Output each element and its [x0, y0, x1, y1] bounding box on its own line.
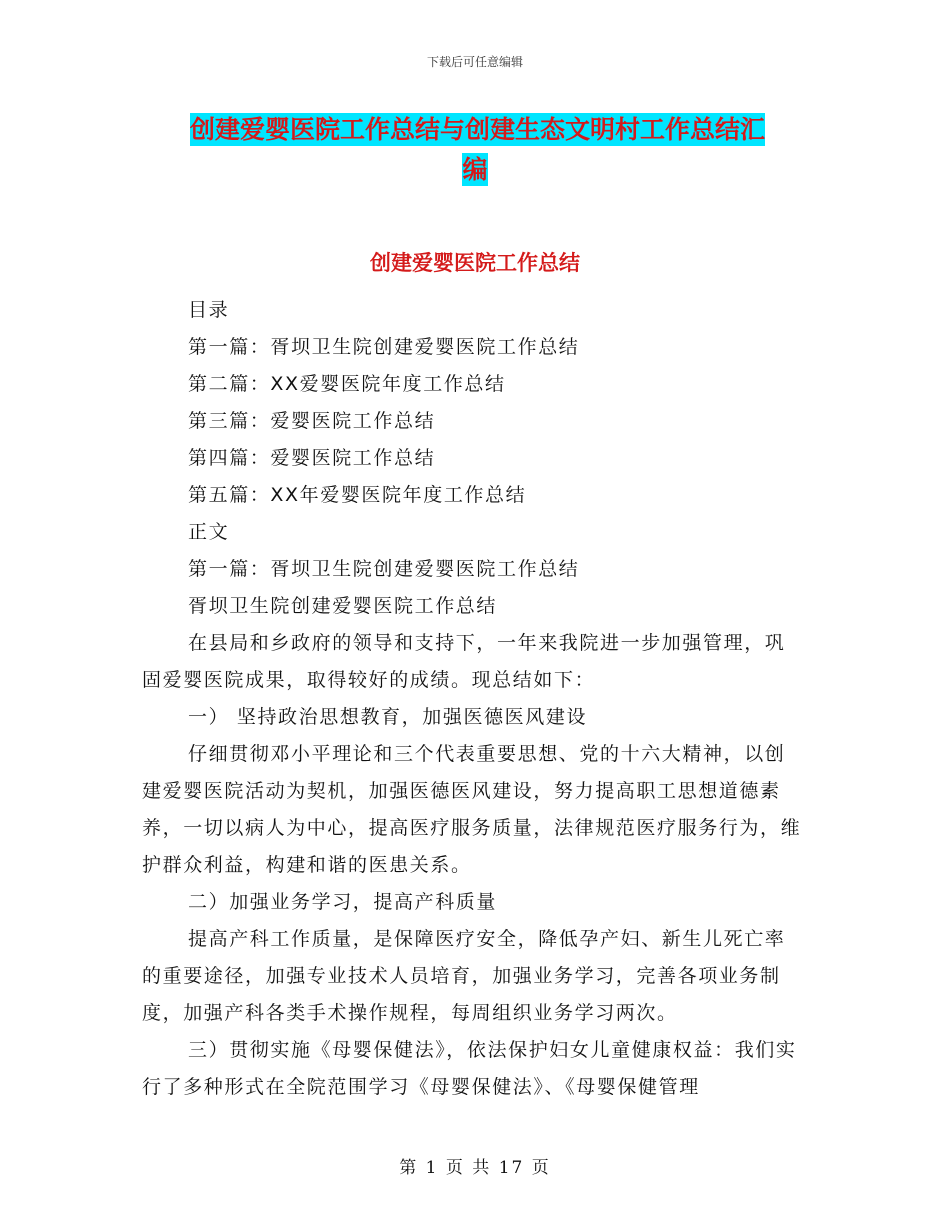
- section-heading: 一） 坚持政治思想教育，加强医德医风建设: [188, 706, 588, 728]
- toc-item: 第三篇：爱婴医院工作总结: [188, 410, 436, 432]
- toc-item: 第一篇：胥坝卫生院创建爱婴医院工作总结: [188, 336, 580, 358]
- document-title: [190, 110, 810, 190]
- chapter-heading: 第一篇：胥坝卫生院创建爱婴医院工作总结: [188, 558, 580, 580]
- document-title-line-2: 编: [462, 155, 488, 184]
- toc-item: 第四篇：爱婴医院工作总结: [188, 447, 436, 469]
- toc-heading: 目录: [188, 299, 230, 321]
- toc-item: 第二篇：XX爱婴医院年度工作总结: [188, 373, 506, 395]
- document-body: [142, 292, 802, 1106]
- document-title-line-1: 创建爱婴医院工作总结与创建生态文明村工作总结汇: [190, 115, 766, 144]
- page-header-note: 下载后可任意编辑: [426, 55, 523, 69]
- body-paragraph: 提高产科工作质量，是保障医疗安全，降低孕产妇、新生儿死亡率的重要途径，加强专业技术人员培育，加强业务学习，完善各项业务制度，加强产科各类手术操作规程，每周组织业务学习两次。: [142, 928, 786, 1024]
- body-heading: 正文: [188, 521, 230, 543]
- body-paragraph: 在县局和乡政府的领导和支持下，一年来我院进一步加强管理，巩固爱婴医院成果，取得较好的成绩。现总结如下：: [142, 632, 786, 691]
- section-title: 创建爱婴医院工作总结: [370, 251, 580, 275]
- section-heading: 二）加强业务学习，提高产科质量: [188, 891, 498, 913]
- page-footer: 第 1 页 共 17 页: [399, 1158, 551, 1178]
- body-paragraph: 三）贯彻实施《母婴保健法》，依法保护妇女儿童健康权益：我们实行了多种形式在全院范围学习《母婴保健法》、《母婴保健管理: [142, 1039, 797, 1098]
- toc-item: 第五篇：XX年爱婴医院年度工作总结: [188, 484, 527, 506]
- body-paragraph: 仔细贯彻邓小平理论和三个代表重要思想、党的十六大精神，以创建爱婴医院活动为契机，加强医德医风建设，努力提高职工思想道德素养，一切以病人为中心，提高医疗服务质量，法律规范医疗服务行为，维护群众利益，构建和谐的医患关系。: [142, 743, 802, 876]
- article-title: 胥坝卫生院创建爱婴医院工作总结: [188, 595, 498, 617]
